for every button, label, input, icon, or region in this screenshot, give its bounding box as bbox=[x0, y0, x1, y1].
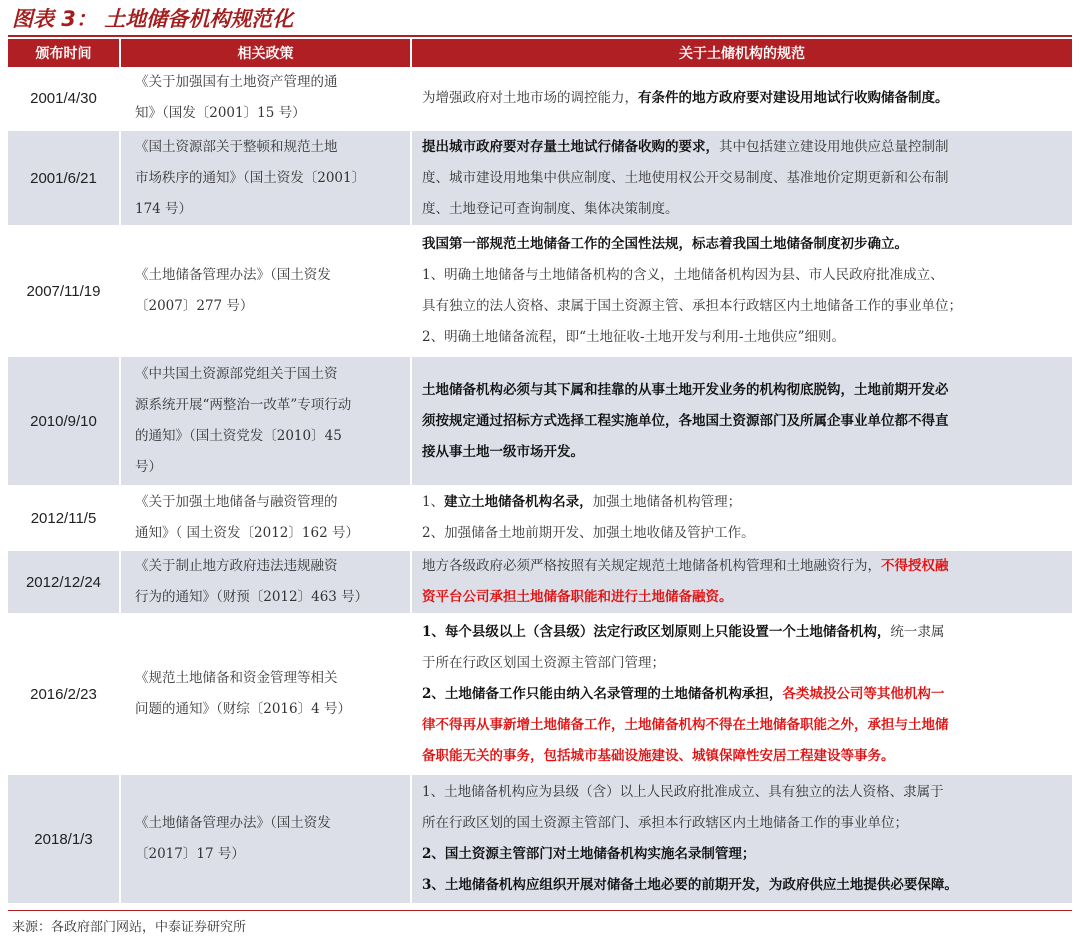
spec-line bbox=[422, 194, 1062, 225]
policy-line: 的通知》（国土资党发〔2010〕45 bbox=[135, 428, 342, 444]
spec-line bbox=[422, 617, 1062, 648]
spec-text: 所在行政区划的国土资源主管部门、承担本行政辖区内土地储备工作的事业单位； bbox=[422, 815, 908, 831]
cell-date: 2010/9/10 bbox=[8, 356, 120, 486]
spec-line bbox=[422, 375, 1062, 406]
cell-date: 2012/11/5 bbox=[8, 486, 120, 550]
cell-policy bbox=[120, 226, 411, 356]
spec-line bbox=[422, 83, 1062, 114]
spec-line bbox=[422, 260, 1062, 291]
policy-line: 〔2017〕17 号） bbox=[135, 846, 245, 862]
cell-date: 2001/6/21 bbox=[8, 130, 120, 226]
spec-line bbox=[422, 551, 1062, 582]
figure-title: 图表 3： 土地储备机构规范化 bbox=[12, 7, 294, 31]
spec-line bbox=[422, 679, 1062, 710]
spec-text: 2、土地储备工作只能由纳入名录管理的土地储备机构承担， bbox=[422, 685, 783, 702]
spec-text: 备职能无关的事务，包括城市基础设施建设、城镇保障性安居工程建设等事务。 bbox=[422, 747, 895, 764]
spec-line bbox=[422, 648, 1062, 679]
spec-text: 1、明确土地储备与土地储备机构的含义，土地储备机构因为县、市人民政府批准成立、 bbox=[422, 267, 944, 283]
title-rule bbox=[8, 35, 1072, 37]
policy-line: 《中共国土资源部党组关于国土资 bbox=[135, 366, 338, 382]
policy-line: 《关于加强土地储备与融资管理的 bbox=[135, 494, 338, 510]
cell-policy bbox=[120, 774, 411, 904]
cell-spec bbox=[411, 226, 1072, 356]
policy-line: 《土地储备管理办法》（国土资发 bbox=[135, 815, 331, 831]
spec-text: 接从事土地一级市场开发。 bbox=[422, 443, 584, 460]
spec-text: 加强土地储备机构管理； bbox=[592, 494, 742, 510]
spec-text: 度、土地登记可查询制度、集体决策制度。 bbox=[422, 200, 679, 217]
table-row bbox=[8, 550, 1072, 614]
spec-line bbox=[422, 808, 1062, 839]
spec-text: 2、国土资源主管部门对土地储备机构实施名录制管理； bbox=[422, 846, 756, 862]
spec-line bbox=[422, 741, 1062, 772]
spec-text: 律不得再从事新增土地储备工作，土地储备机构不得在土地储备职能之外，承担与土地储 bbox=[422, 716, 949, 733]
table-row bbox=[8, 486, 1072, 550]
spec-text: 有条件的地方政府要对建设用地试行收购储备制度。 bbox=[638, 89, 949, 106]
policy-line: 通知》（ 国土资发〔2012〕162 号） bbox=[135, 525, 359, 541]
spec-text: 不得授权融 bbox=[881, 558, 949, 574]
spec-line bbox=[422, 839, 1062, 870]
spec-text: 资平台公司承担土地储备职能和进行土地储备融资。 bbox=[422, 589, 733, 605]
spec-line bbox=[422, 710, 1062, 741]
spec-line bbox=[422, 487, 1062, 518]
cell-policy bbox=[120, 67, 411, 130]
spec-text: 我国第一部规范土地储备工作的全国性法规，标志着我国土地储备制度初步确立。 bbox=[422, 236, 908, 252]
spec-line bbox=[422, 132, 1062, 163]
cell-policy bbox=[120, 486, 411, 550]
policy-line: 问题的通知》（财综〔2016〕4 号） bbox=[135, 701, 351, 717]
table-row bbox=[8, 130, 1072, 226]
spec-text: 2、明确土地储备流程，即“土地征收-土地开发与利用-土地供应”细则。 bbox=[422, 329, 846, 345]
table-header-row bbox=[8, 39, 1072, 67]
policy-line: 174 号） bbox=[135, 200, 193, 217]
spec-text: 须按规定通过招标方式选择工程实施单位，各地国土资源部门及所属企事业单位都不得直 bbox=[422, 412, 949, 429]
spec-line bbox=[422, 163, 1062, 194]
cell-policy bbox=[120, 614, 411, 774]
cell-date: 2007/11/19 bbox=[8, 226, 120, 356]
cell-spec bbox=[411, 614, 1072, 774]
spec-text: 提出城市政府要对存量土地试行储备收购的要求， bbox=[422, 138, 719, 155]
cell-spec bbox=[411, 67, 1072, 130]
policy-table bbox=[8, 39, 1072, 905]
header-policy: 相关政策 bbox=[120, 39, 411, 67]
policy-line: 《关于制止地方政府违法违规融资 bbox=[135, 558, 338, 574]
spec-line bbox=[422, 229, 1062, 260]
cell-policy bbox=[120, 550, 411, 614]
policy-line: 〔2007〕277 号） bbox=[135, 298, 254, 314]
spec-text: 于所在行政区划国土资源主管部门管理； bbox=[422, 654, 665, 671]
cell-spec bbox=[411, 356, 1072, 486]
cell-spec bbox=[411, 130, 1072, 226]
spec-text: 1、 bbox=[422, 494, 445, 510]
spec-line bbox=[422, 406, 1062, 437]
cell-spec bbox=[411, 550, 1072, 614]
table-body bbox=[8, 67, 1072, 904]
spec-text: 具有独立的法人资格、隶属于国土资源主管、承担本行政辖区内土地储备工作的事业单位； bbox=[422, 298, 962, 314]
spec-text: 统一隶属 bbox=[890, 623, 945, 640]
spec-line bbox=[422, 870, 1062, 901]
policy-line: 号） bbox=[135, 459, 162, 475]
table-row bbox=[8, 226, 1072, 356]
cell-date: 2016/2/23 bbox=[8, 614, 120, 774]
policy-line: 知》（国发〔2001〕15 号） bbox=[135, 105, 306, 121]
policy-line: 《关于加强国有土地资产管理的通 bbox=[135, 74, 338, 90]
spec-text: 1、每个县级以上（含县级）法定行政区划原则上只能设置一个土地储备机构， bbox=[422, 623, 891, 640]
spec-line bbox=[422, 777, 1062, 808]
table-row bbox=[8, 67, 1072, 130]
cell-policy bbox=[120, 356, 411, 486]
policy-line: 《土地储备管理办法》（国土资发 bbox=[135, 267, 331, 283]
spec-line bbox=[422, 582, 1062, 613]
cell-date: 2018/1/3 bbox=[8, 774, 120, 904]
spec-line bbox=[422, 437, 1062, 468]
spec-text: 土地储备机构必须与其下属和挂靠的从事土地开发业务的机构彻底脱钩，土地前期开发必 bbox=[422, 381, 949, 398]
spec-line bbox=[422, 291, 1062, 322]
spec-text: 1、土地储备机构应为县级（含）以上人民政府批准成立、具有独立的法人资格、隶属于 bbox=[422, 784, 944, 800]
spec-text: 建立土地储备机构名录， bbox=[444, 494, 593, 510]
table-row bbox=[8, 356, 1072, 486]
policy-line: 市场秩序的通知》（国土资发〔2001〕 bbox=[135, 169, 366, 186]
header-date: 颁布时间 bbox=[8, 39, 120, 67]
table-row bbox=[8, 774, 1072, 904]
policy-line: 《国土资源部关于整顿和规范土地 bbox=[135, 138, 338, 155]
cell-spec bbox=[411, 774, 1072, 904]
spec-line bbox=[422, 518, 1062, 549]
table-row bbox=[8, 614, 1072, 774]
spec-text: 3、土地储备机构应组织开展对储备土地必要的前期开发，为政府供应土地提供必要保障。 bbox=[422, 877, 958, 893]
cell-date: 2001/4/30 bbox=[8, 67, 120, 130]
spec-text: 2、加强储备土地前期开发、加强土地收储及管护工作。 bbox=[422, 525, 755, 541]
spec-text: 其中包括建立建设用地供应总量控制制 bbox=[719, 138, 949, 155]
policy-line: 《规范土地储备和资金管理等相关 bbox=[135, 670, 338, 686]
policy-line: 源系统开展“两整治一改革”专项行动 bbox=[135, 397, 352, 413]
cell-date: 2012/12/24 bbox=[8, 550, 120, 614]
spec-line bbox=[422, 322, 1062, 353]
spec-text: 地方各级政府必须严格按照有关规定规范土地储备机构管理和土地融资行为， bbox=[422, 558, 881, 574]
spec-text: 度、城市建设用地集中供应制度、土地使用权公开交易制度、基准地价定期更新和公布制 bbox=[422, 169, 949, 186]
header-spec: 关于土储机构的规范 bbox=[411, 39, 1072, 67]
cell-spec bbox=[411, 486, 1072, 550]
policy-line: 行为的通知》（财预〔2012〕463 号） bbox=[135, 589, 369, 605]
spec-text: 各类城投公司等其他机构一 bbox=[782, 685, 945, 702]
bottom-rule bbox=[8, 910, 1072, 911]
spec-text: 为增强政府对土地市场的调控能力， bbox=[422, 89, 638, 106]
cell-policy bbox=[120, 130, 411, 226]
source-note: 来源：各政府部门网站，中泰证券研究所 bbox=[12, 920, 247, 935]
